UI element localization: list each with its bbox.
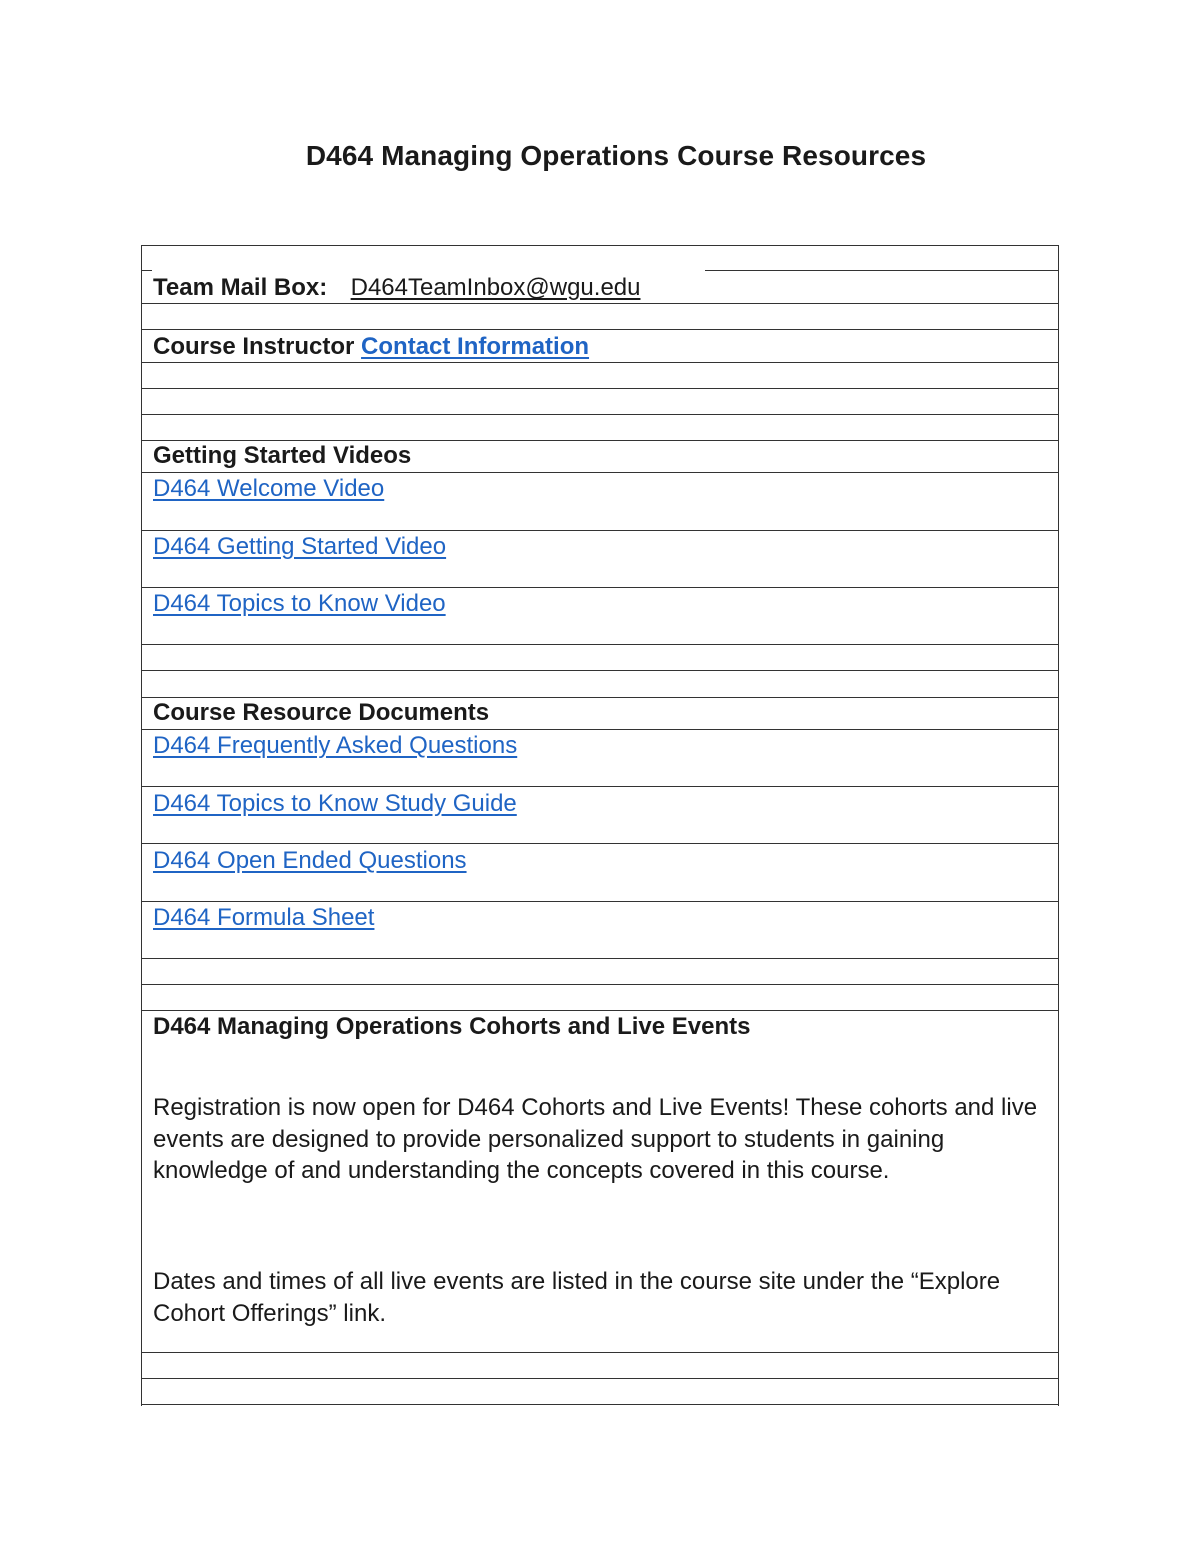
- mailbox-row: [153, 274, 640, 302]
- documents-heading: Course Resource Documents: [153, 699, 490, 726]
- table-rule: [142, 729, 1058, 730]
- mailbox-email-link[interactable]: D464TeamInbox@wgu.edu: [350, 274, 641, 301]
- table-rule: [142, 245, 1058, 246]
- instructor-label: Course Instructor: [153, 333, 355, 360]
- table-rule: [142, 1404, 1058, 1405]
- cohorts-heading: D464 Managing Operations Cohorts and Live Events: [153, 1013, 751, 1040]
- cohorts-paragraph-registration: Registration is now open for D464 Cohorts and Live Events! These cohorts and live events are designed to provide personalized support to students in gaining knowledge of and understanding the concepts covered in this course.: [153, 1094, 1038, 1184]
- table-rule: [142, 901, 1058, 902]
- study-guide-link[interactable]: D464 Topics to Know Study Guide: [153, 790, 517, 817]
- table-rule: [142, 362, 1058, 363]
- instructor-row: [153, 333, 589, 361]
- table-rule: [142, 786, 1058, 787]
- table-rule: [142, 530, 1058, 531]
- table-rule: [142, 670, 1058, 671]
- table-rule: [142, 303, 1058, 304]
- getting-started-video-link[interactable]: D464 Getting Started Video: [153, 533, 447, 560]
- contact-information-link[interactable]: Contact Information: [361, 333, 590, 360]
- table-rule: [142, 958, 1058, 959]
- table-rule: [142, 1352, 1058, 1353]
- table-rule: [142, 440, 1058, 441]
- table-rule: [142, 329, 1058, 330]
- table-rule: [142, 697, 1058, 698]
- table-rule: [142, 644, 1058, 645]
- faq-link[interactable]: D464 Frequently Asked Questions: [153, 732, 518, 759]
- resources-table: [141, 245, 1059, 1406]
- videos-heading: Getting Started Videos: [153, 442, 412, 469]
- table-rule: [142, 1378, 1058, 1379]
- table-rule: [142, 472, 1058, 473]
- topics-to-know-video-link[interactable]: D464 Topics to Know Video: [153, 590, 446, 617]
- table-rule: [142, 984, 1058, 985]
- table-rule: [705, 270, 1058, 271]
- welcome-video-link[interactable]: D464 Welcome Video: [153, 475, 385, 502]
- open-ended-questions-link[interactable]: D464 Open Ended Questions: [153, 847, 467, 874]
- table-rule: [142, 270, 152, 271]
- table-rule: [142, 843, 1058, 844]
- table-rule: [142, 587, 1058, 588]
- page-title: D464 Managing Operations Course Resources: [305, 140, 927, 171]
- cohorts-paragraph-dates: Dates and times of all live events are listed in the course site under the “Explore Cohort Offerings” link.: [153, 1268, 1001, 1327]
- table-rule: [142, 1010, 1058, 1011]
- formula-sheet-link[interactable]: D464 Formula Sheet: [153, 904, 375, 931]
- mailbox-label: Team Mail Box:: [153, 274, 328, 301]
- table-rule: [142, 388, 1058, 389]
- table-rule: [142, 414, 1058, 415]
